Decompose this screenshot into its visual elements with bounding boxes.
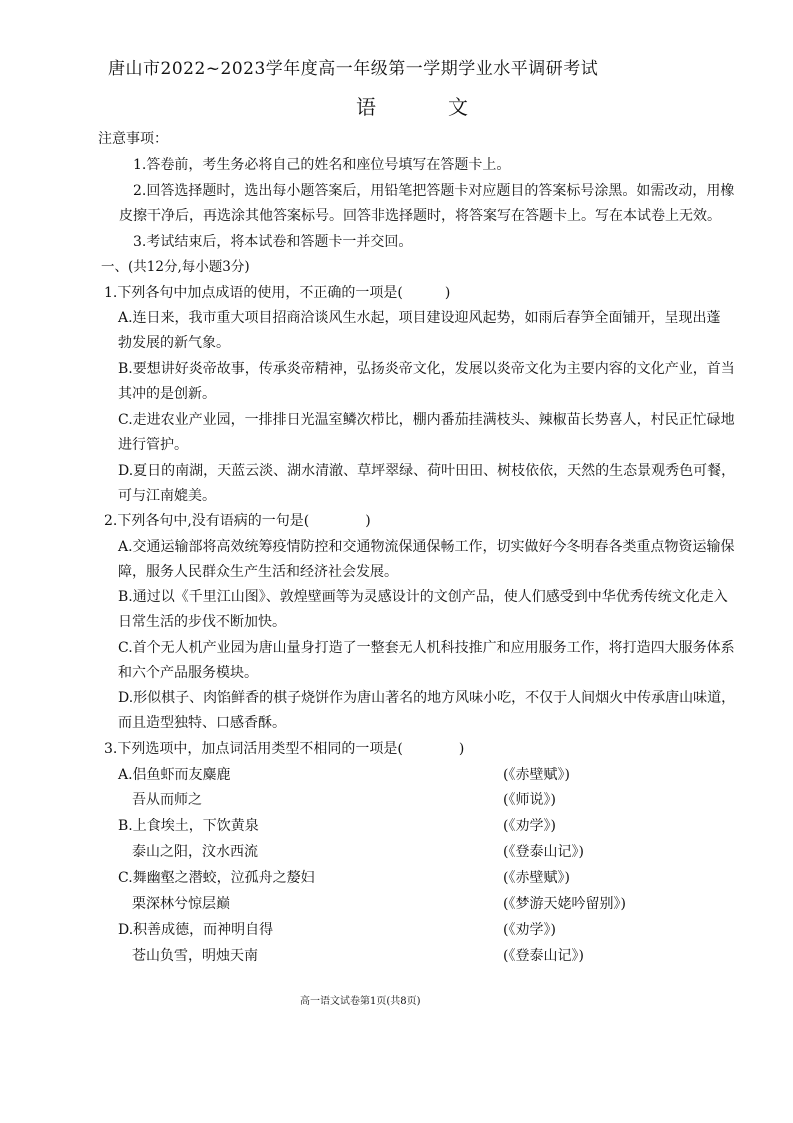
q3-row-source: (《劝学》) bbox=[503, 818, 556, 834]
q1-option-a-line-1: A.连日来，我市重大项目招商洽谈风生水起，项目建设迎风起势，如雨后春笋全面铺开，呈现出蓬 bbox=[118, 310, 721, 326]
q3-row-source: (《师说》) bbox=[503, 792, 556, 808]
q3-row-source: (《登泰山记》) bbox=[503, 844, 584, 860]
q3-row-source: (《登泰山记》) bbox=[503, 948, 584, 964]
q3-row-source: (《赤壁赋》) bbox=[503, 870, 570, 886]
q2-option-c-line-1: C.首个无人机产业园为唐山量身打造了一整套无人机科技推广和应用服务工作，将打造四大服务体系 bbox=[118, 640, 735, 656]
q1-option-b-line-2: 其冲的是创新。 bbox=[118, 386, 216, 402]
q1-option-c-line-1: C.走进农业产业园，一排排日光温室鳞次栉比，棚内番茄挂满枝头、辣椒苗长势喜人，村民正忙碌地 bbox=[118, 412, 735, 428]
q2-option-b-line-1: B.通过以《千里江山图》、敦煌壁画等为灵感设计的文创产品，使人们感受到中华优秀传统文化走入 bbox=[118, 589, 728, 605]
q3-row-source: (《赤壁赋》) bbox=[503, 767, 570, 783]
notice-item-2-line-1: 2.回答选择题时，选出每小题答案后，用铅笔把答题卡对应题目的答案标号涂黑。如需改动，用橡 bbox=[133, 183, 735, 199]
notice-item-3: 3.考试结束后，将本试卷和答题卡一并交回。 bbox=[133, 234, 413, 250]
q1-option-d-line-2: 可与江南媲美。 bbox=[118, 488, 216, 504]
subject-char-1: 语 bbox=[356, 95, 376, 119]
q3-row-text: 苍山负雪，明烛天南 bbox=[132, 948, 258, 964]
q3-row-source: (《劝学》) bbox=[503, 922, 556, 938]
subject-char-2: 文 bbox=[448, 95, 468, 119]
q1-option-b-line-1: B.要想讲好炎帝故事，传承炎帝精神，弘扬炎帝文化，发展以炎帝文化为主要内容的文化产业，首当 bbox=[118, 361, 735, 377]
q3-row-text: 栗深林兮惊层巅 bbox=[132, 896, 230, 912]
notice-heading: 注意事项： bbox=[98, 131, 168, 147]
q3-row-text: A.侣鱼虾而友麋鹿 bbox=[118, 767, 231, 783]
page-footer: 高一语文试卷第1页(共8页) bbox=[300, 996, 421, 1007]
question-3-stem: 3.下列选项中，加点词活用类型不相同的一项是( ) bbox=[104, 741, 465, 757]
q2-option-b-line-2: 日常生活的步伐不断加快。 bbox=[118, 614, 286, 630]
q3-row-text: 泰山之阳，汶水西流 bbox=[132, 844, 258, 860]
notice-item-2-line-2: 皮擦干净后，再选涂其他答案标号。回答非选择题时，将答案写在答题卡上。写在本试卷上无效。 bbox=[119, 208, 721, 224]
q3-row-source: (《梦游天姥吟留别》) bbox=[503, 896, 626, 912]
q2-option-a-line-2: 障，服务人民群众生产生活和经济社会发展。 bbox=[118, 564, 398, 580]
q1-option-a-line-2: 勃发展的新气象。 bbox=[118, 335, 230, 351]
q2-option-d-line-1: D.形似棋子、肉馅鲜香的棋子烧饼作为唐山著名的地方风味小吃，不仅于人间烟火中传承唐山味道， bbox=[118, 690, 736, 706]
question-1-stem: 1.下列各句中加点成语的使用，不正确的一项是( ) bbox=[104, 285, 451, 301]
notice-item-1: 1.答卷前，考生务必将自己的姓名和座位号填写在答题卡上。 bbox=[133, 157, 511, 173]
question-2-stem: 2.下列各句中,没有语病的一句是( ) bbox=[104, 513, 371, 529]
q3-row-text: 吾从而师之 bbox=[132, 792, 202, 808]
q3-row-text: D.积善成德，而神明自得 bbox=[118, 922, 274, 938]
q1-option-c-line-2: 进行管护。 bbox=[118, 437, 188, 453]
q2-option-a-line-1: A.交通运输部将高效统筹疫情防控和交通物流保通保畅工作，切实做好今冬明春各类重点物资运输保 bbox=[118, 539, 735, 555]
q1-option-d-line-1: D.夏日的南湖，天蓝云淡、湖水清澈、草坪翠绿、荷叶田田、树枝依依，天然的生态景观秀色可餐， bbox=[118, 463, 736, 479]
q2-option-c-line-2: 和六个产品服务模块。 bbox=[118, 665, 258, 681]
q3-row-text: B.上食埃土，下饮黄泉 bbox=[118, 818, 259, 834]
q3-row-text: C.舞幽壑之潜蛟，泣孤舟之嫠妇 bbox=[118, 870, 315, 886]
section-1-heading: 一、(共12分,每小题3分) bbox=[101, 259, 250, 275]
q2-option-d-line-2: 而且造型独特、口感香酥。 bbox=[118, 715, 286, 731]
exam-title: 唐山市2022~2023学年度高一年级第一学期学业水平调研考试 bbox=[108, 59, 599, 79]
